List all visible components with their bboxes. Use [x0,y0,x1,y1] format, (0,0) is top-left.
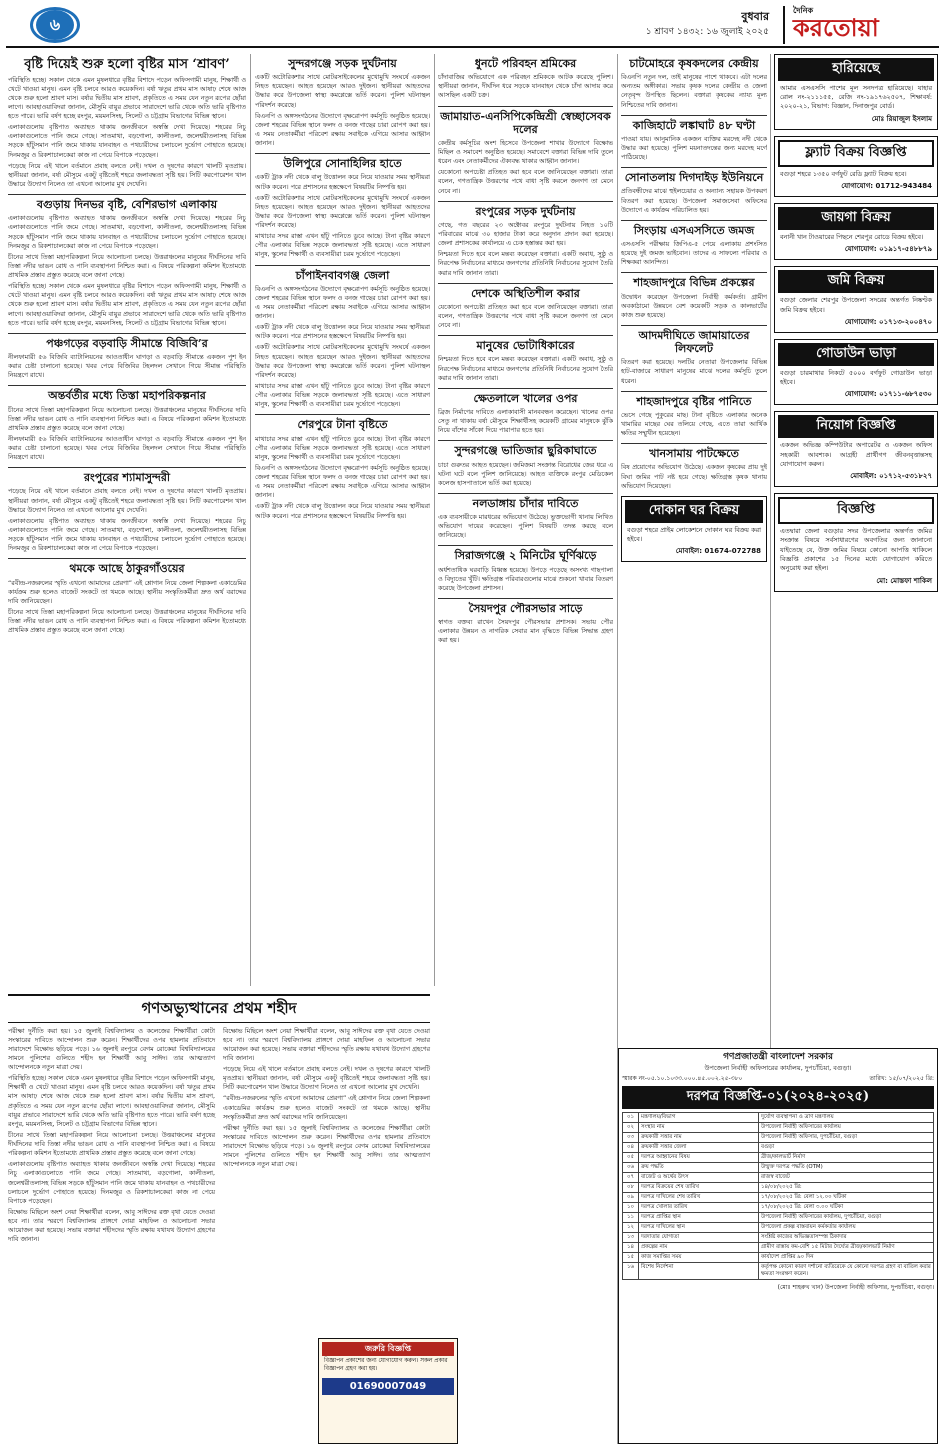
ad-body: এতদ্বারা জেলা বগুড়ার সদর উপজেলার অন্তর্গত জমির সংক্রান্ত বিষয়ে সর্বসাধারণের অবগতির জন্য জানানো যাইতেছে যে, উক্ত জমির বিষয়ে কোনো আপত্তি থাকিলে বিজ্ঞপ্তি প্রকাশের ১৫ দিনের মধ্যে যোগাযোগ করিতে অনুরোধ করা হইল। [780,527,932,573]
row-label: দরপত্র বিক্রয়ের শেষ তারিখ [639,1182,759,1192]
article-body: পড়েছে নিয়ে এই খালে বর্তমানে প্রবাহ বলতে নেই। দখল ও দূষণের কারণে খালটি মৃতপ্রায়। স্থানীয়রা জানান, বর্ষা মৌসুমে একটু বৃষ্টিতেই শহরে জলাবদ্ধতা সৃষ্টি হয়। সিটি করপোরেশন খাল উদ্ধারে উদ্যোগ নিলেও তা এখনো আলোর মুখ দেখেনি। [223,1066,430,1092]
divider [438,493,613,494]
promo-ad-phone: 01690007049 [322,1378,454,1395]
article-body: একটি অটোরিকশার সাথে মোটরসাইকেলের মুখোমুখি সংঘর্ষে একজন নিহত হয়েছেন। আহত হয়েছেন আরও দুইজন। স্থানীয়রা আহতদের উদ্ধার করে উপজেলা স্বাস্থ্য কমপ্লেক্সে ভর্তি করেন। পুলিশ ঘটনাস্থল পরিদর্শন করেছে। [255,344,430,379]
row-number: ০৫ [623,1152,639,1162]
article[interactable] [621,276,767,320]
article[interactable] [255,157,430,259]
ad-title: জায়গা বিক্রয় [778,207,934,230]
row-value: উপজেলা নির্বাহী অফিসারের কার্যালয়, দুপচাঁচিয়া, বগুড়া [759,1212,934,1222]
divider [438,201,613,202]
article[interactable] [438,602,613,646]
divider [438,283,613,284]
banner-columns [8,1027,430,1250]
column-1 [8,54,246,984]
memo-date: তারিখ: ১৫/০৭/২০২৫ খ্রি: [869,1075,934,1083]
article-body: বিষ প্রয়োগের অভিযোগ উঠেছে। একজন কৃষকের প্রায় দুই বিঘা জমির পাট নষ্ট হয়ে গেছে। ক্ষতিগ্রস্ত কৃষক থানায় অভিযোগ দিয়েছেন। [621,464,767,490]
row-number: ১২ [623,1222,639,1232]
divider [621,220,767,221]
article[interactable] [621,329,767,386]
article-body: যেকোনো অপচেষ্টা প্রতিহত করা হবে বলে জানিয়েছেন বক্তারা। তারা বলেন, গণতান্ত্রিক উত্তরণের পথে বাধা সৃষ্টি করলে জনগণ তা মেনে নেবে না। [438,169,613,195]
article[interactable] [8,198,246,328]
article[interactable] [438,57,613,101]
divider [438,335,613,336]
article-body: একটি ট্রাক নদী থেকে বালু উত্তোলন করে নিয়ে যাওয়ার সময় স্থানীয়রা আটক করেন। পরে প্রশাসনের হস্তক্ষেপে বিষয়টির নিষ্পত্তি হয়। [255,174,430,191]
headline: চাটমোহরে কৃষকদলের কেন্দ্রীয় [629,57,759,70]
article[interactable] [8,337,246,381]
divider [438,440,613,441]
table-row [623,1142,934,1152]
memo-number: স্মারক নং-০৫.১০.১০৩৩.০০০.৪৫.০০২.২৫-৩৮০ [622,1075,743,1083]
notice-memo [622,1075,934,1083]
article-body: যেকোনো অপচেষ্টা প্রতিহত করা হবে বলে জানিয়েছেন বক্তারা। তারা বলেন, গণতান্ত্রিক উত্তরণের পথে বাধা সৃষ্টি করলে জনগণ তা মেনে নেবে না। [438,303,613,330]
article-body: পরীক্ষা দুর্নীতি করা হয়। ১৫ জুলাই বিশ্ববিদ্যালয় ও কলেজের শিক্ষার্থীরা কোটা সংস্কারের দাবিতে আন্দোলন শুরু করেন। শিক্ষার্থীদের ওপর হামলার প্রতিবাদে সারাদেশে বিক্ষোভ ছড়িয়ে পড়ে। ১৬ জুলাই রংপুরে বেগম রোকেয়া বিশ্ববিদ্যালয়ের সামনে পুলিশের গুলিতে শহীদ হন শিক্ষার্থী আবু সাঈদ। তার আত্মত্যাগ আন্দোলনকে নতুন মাত্রা দেয়। [8,1027,215,1071]
classified-ad-godown[interactable] [774,339,938,406]
column-2 [255,54,430,932]
article[interactable] [255,269,430,410]
bottom-section [8,992,613,1444]
headline: অন্তর্বর্তীর মধ্যে তিস্তা মহাপরিকল্পনার [48,389,206,403]
article-body: পড়েছে নিয়ে এই খালে বর্তমানে প্রবাহ বলতে নেই। দখল ও দূষণের কারণে খালটি মৃতপ্রায়। স্থানীয়রা জানান, বর্ষা মৌসুমে একটু বৃষ্টিতেই শহরে জলাবদ্ধতা সৃষ্টি হয়। সিটি করপোরেশন খাল উদ্ধারে উদ্যোগ নিলেও তা এখনো আলোর মুখ দেখেনি। [8,488,246,514]
ad-title: জমি বিক্রয় [778,270,934,293]
row-number: ০৩ [623,1132,639,1142]
headline: রংপুরের শ্যামাসুন্দরী [83,471,171,485]
row-value: বগুড়া [759,1142,934,1152]
article[interactable] [8,471,246,553]
article-body: নীলফামারী ৫৬ বিজিবি ব্যাটালিয়নের আওতাধীন ঘাগড়া ও বড়বাড়ি সীমান্তে একজন পুশ ইন করার চেষ্টা চালানো হয়েছে। খবর পেয়ে বিজিবির টহলদল সেখানে গিয়ে সীমান্ত পরিস্থিতি নিয়ন্ত্রণে রাখে। [8,353,246,380]
article-body: নিশ্চয়তা দিতে হবে বলে মন্তব্য করেছেন বক্তারা। একটি অবাধ, সুষ্ঠু ও নিরপেক্ষ নির্বাচনের মাধ্যমে জনগণের প্রতিনিধি নির্বাচনের সুযোগ তৈরি করার দাবি জানান তারা। [438,356,613,382]
article-body: বিক্ষোভ মিছিলে অংশ নেয়া শিক্ষার্থীরা বলেন, আবু সাঈদের রক্ত বৃথা যেতে দেওয়া হবে না। তার স্মরণে বিশ্ববিদ্যালয় প্রাঙ্গণে দোয়া মাহফিল ও আলোচনা সভার আয়োজন করা হয়েছে। সভায় বক্তারা শহীদদের স্মৃতি রক্ষায় যথাযথ উদ্যোগ গ্রহণের দাবি জানান। [8,1208,215,1244]
article-body: উদ্বোধন করেছেন উপজেলা নির্বাহী কর্মকর্তা। গ্রামীণ অবকাঠামো উন্নয়নে বেশ কয়েকটি সড়ক ও কালভার্টের কাজ শুরু হয়েছে। [621,293,767,319]
column-divider [770,54,771,1048]
row-value: সংশ্লিষ্ট কাজের অভিজ্ঞতাসম্পন্ন ঠিকাদার [759,1233,934,1243]
classified-ad-lost[interactable] [774,54,938,130]
article[interactable] [621,119,767,163]
ad-title: নিয়োগ বিজ্ঞপ্তি [778,415,934,438]
table-row [623,1152,934,1162]
table-row [623,1172,934,1182]
row-number: ১৬ [623,1263,639,1280]
headline: আদমদীঘিতে জামায়াতের লিফলেট [638,328,750,356]
article-body: চীনের সাথে তিস্তা মহাপরিকল্পনা নিয়ে আলোচনা চলছে। উত্তরাঞ্চলের মানুষের দীর্ঘদিনের দাবি তিস্তা নদীর ভাঙন রোধ ও পানি ব্যবস্থাপনা নিশ্চিত করা। এ বিষয়ে পরিকল্পনা কমিশন ইতোমধ্যে প্রাথমিক প্রস্তাব প্রস্তুত করেছে বলে জানা গেছে। [8,406,246,432]
divider [438,545,613,546]
ad-contact: যোগাযোগ: ০১৯১৭-৫৪৮৮৭৯ [844,245,932,254]
table-row [623,1243,934,1253]
logo-small-text: দৈনিক [793,6,814,15]
headline: ধুনটে পরিবহন শ্রমিকের [474,57,577,70]
headline: সিরাজগঞ্জে ২ মিনিটের ঘূর্ণিঝড়ে [454,549,597,563]
classified-ad-land-sale[interactable] [774,266,938,333]
newspaper-logo[interactable] [783,6,933,44]
article[interactable] [621,57,767,110]
headline: নলডাঙ্গায় চাঁদার দাবিতে [472,496,579,510]
article-body: মাথাচার সদর রাস্তা এখন হাঁটু পানিতে ডুবে আছে। টানা বৃষ্টির কারণে পৌর এলাকার বিভিন্ন সড়কে জলাবদ্ধতা সৃষ্টি হয়েছে। এতে সাধারণ মানুষ, স্কুলের শিক্ষার্থী ও ব্যবসায়ীরা চরম দুর্ভোগে পড়েছেন। [255,435,430,461]
divider [8,194,246,195]
row-label: মন্ত্রণালয়/বিভাগ [639,1112,759,1122]
article-body: এসএসসি পরীক্ষায় জিপিএ-৫ পেয়ে এলাকায় প্রশংসিত হয়েছে দুই জমজ ভাইবোন। তাদের এ সাফল্যে পরিবার ও শিক্ষকরা আনন্দিত। [621,241,767,267]
tender-table [622,1112,934,1280]
article-body: এলাকাগুলোয় বৃষ্টিপাত অব্যাহত থাকায় জনজীবনে অস্বস্তি দেখা দিয়েছে। শহরের নিচু এলাকাগুলোতে পানি জমে গেছে। সাতমাথা, বড়গোলা, কালীতলা, জলেশ্বরীতলাসহ বিভিন্ন সড়কে হাঁটুসমান পানি জমে থাকায় যানবাহন ও পথচারীদের চলাচলে দুর্ভোগ পোহাতে হয়েছে। দিনমজুর ও রিকশাচালকেরা কাজ না পেয়ে বিপাকে পড়েছেন। [8,517,246,553]
article-body: বিএনপি ও অঙ্গসংগঠনের উদ্যোগে বৃক্ষরোপণ কর্মসূচি অনুষ্ঠিত হয়েছে। জেলা শহরের বিভিন্ন স্থানে ফলদ ও বনজ গাছের চারা রোপণ করা হয়। এ সময় নেতাকর্মীরা পরিবেশ রক্ষায় সবাইকে এগিয়ে আসার আহ্বান জানান। [255,285,430,321]
table-row [623,1132,934,1142]
article-body: এক ব্যবসায়ীকে মারধরের অভিযোগ উঠেছে। ভুক্তভোগী থানায় লিখিত অভিযোগ দায়ের করেছেন। পুলিশ বিষয়টি তদন্ত করছে বলে জানিয়েছে। [438,514,613,540]
divider [255,265,430,266]
row-label: ক্রয়কারী সত্তার নাম [639,1132,759,1142]
row-label: দরপত্র দাখিলের স্থান [639,1222,759,1232]
headline: শাহজাদপুরে বিভিন্ন প্রকল্পের [633,276,755,290]
promo-ad-body: বিজ্ঞাপন প্রকাশের জন্য যোগাযোগ করুন। সকল প্রকার বিজ্ঞাপন গ্রহণ করা হয়। [324,1358,448,1373]
table-row [623,1233,934,1243]
notice-signature: (মোঃ শাহরুখ খান) উপজেলা নির্বাহী অফিসার, দুপচাঁচিয়া, বগুড়া। [777,1284,934,1292]
table-row [623,1192,934,1202]
row-value: দুর্যোগ ব্যবস্থাপনা ও ত্রাণ মন্ত্রণালয় [759,1112,934,1122]
ad-contact: মোবাইল: 01674-072788 [675,547,761,556]
article[interactable] [621,447,767,491]
row-value: গ্রামীণ রাস্তায় কম-বেশি ১৫ মিটার দৈর্ঘ্যের ব্রীজ/কালভার্ট নির্মাণ [759,1243,934,1253]
row-number: ১৫ [623,1253,639,1263]
row-number: ১৩ [623,1233,639,1243]
ad-title: বিজ্ঞপ্তি [778,497,934,524]
article-body: এলাকাগুলোয় বৃষ্টিপাত অব্যাহত থাকায় জনজীবনে অস্বস্তি দেখা দিয়েছে। শহরের নিচু এলাকাগুলোতে পানি জমে গেছে। সাতমাথা, বড়গোলা, কালীতলা, জলেশ্বরীতলাসহ বিভিন্ন সড়কে হাঁটুসমান পানি জমে থাকায় যানবাহন ও পথচারীদের চলাচলে দুর্ভোগ পোহাতে হয়েছে। দিনমজুর ও রিকশাচালকেরা কাজ না পেয়ে বিপাকে পড়েছেন। [8,124,246,159]
article-body: কেন্দ্রীয় কর্মসূচির অংশ হিসেবে উপজেলা শাখার উদ্যোগে বিক্ষোভ মিছিল ও সমাবেশ অনুষ্ঠিত হয়েছে। সমাবেশে বক্তারা বিভিন্ন দাবি তুলে ধরেন এবং নেতাকর্মীদের ঐক্যবদ্ধ থাকার আহ্বান জানান। [438,139,613,166]
ad-contact: যোগাযোগ: ০১৭১১-৬৮৭৫৩০ [844,390,932,399]
article-body: এলাকাগুলোয় বৃষ্টিপাত অব্যাহত থাকায় জনজীবনে অস্বস্তি দেখা দিয়েছে। শহরের নিচু এলাকাগুলোতে পানি জমে গেছে। সাতমাথা, বড়গোলা, কালীতলা, জলেশ্বরীতলাসহ বিভিন্ন সড়কে হাঁটুসমান পানি জমে থাকায় যানবাহন ও পথচারীদের চলাচলে দুর্ভোগ পোহাতে হয়েছে। দিনমজুর ও রিকশাচালকেরা কাজ না পেয়ে বিপাকে পড়েছেন। [8,215,246,250]
headline: থমকে আছে ঠাকুরগাঁওয়ের [69,562,185,576]
article-body: একটি ট্রাক নদী থেকে বালু উত্তোলন করে নিয়ে যাওয়ার সময় স্থানীয়রা আটক করেন। পরে প্রশাসনের হস্তক্ষেপে বিষয়টির নিষ্পত্তি হয়। [255,503,430,520]
article-body: বিতরণ করা হয়েছে। দলটির নেতারা উপজেলার বিভিন্ন হাট-বাজারে সাধারণ মানুষের মাঝে দলের কর্মসূচি তুলে ধরেন। [621,359,767,385]
table-row [623,1122,934,1132]
ad-body: বগুড়া জেলার শেরপুর উপজেলা সদরের অন্তর্গত নিষ্কণ্টক জমি বিক্রয় হইবে। [780,296,932,314]
ad-contact: মোবাইল: ০১৭১২-৫৩১৮২৭ [850,472,932,481]
classified-ad-land[interactable] [774,203,938,260]
article-body: পরিস্থিতি হচ্ছে। সকাল থেকে এমন মুষলধারে বৃষ্টির বিশাদে পড়েন অফিসগামী মানুষ, শিক্ষার্থী ও খেটে খাওয়া মানুষ। এমন বৃষ্টি চলবে আরও কয়েকদিন। বর্ষা ঋতুর প্রথম মাস আষাঢ় শেষে আজ থেকে শুরু হলো শ্রাবণ মাস। বর্ষার দ্বিতীয় মাস শ্রাবণ, প্রকৃতিতে এ সময় যেন নতুন রূপের ছোঁয়া লাগে। আবহাওয়াবিদরা জানান, মৌসুমি বায়ুর প্রভাবে সারাদেশে ভারি থেকে অতি ভারি বৃষ্টিপাত হতে পারে। ভারি বর্ষণ হচ্ছে রংপুর, ময়মনসিংহ, সিলেট ও চট্টগ্রাম বিভাগের বিভিন্ন স্থানে। [8,1075,215,1128]
divider [8,333,246,334]
article-body: পড়েছে নিয়ে এই খালে বর্তমানে প্রবাহ বলতে নেই। দখল ও দূষণের কারণে খালটি মৃতপ্রায়। স্থানীয়রা জানান, বর্ষা মৌসুমে একটু বৃষ্টিতেই শহরে জলাবদ্ধতা সৃষ্টি হয়। সিটি করপোরেশন খাল উদ্ধারে উদ্যোগ নিলেও তা এখনো আলোর মুখ দেখেনি। [8,162,246,188]
article-body: একটি অটোরিকশার সাথে মোটরসাইকেলের মুখোমুখি সংঘর্ষে একজন নিহত হয়েছেন। আহত হয়েছেন আরও দুইজন। স্থানীয়রা আহতদের উদ্ধার করে উপজেলা স্বাস্থ্য কমপ্লেক্সে ভর্তি করেন। পুলিশ ঘটনাস্থল পরিদর্শন করেছে। [255,74,430,109]
article-body: একটি ট্রাক নদী থেকে বালু উত্তোলন করে নিয়ে যাওয়ার সময় স্থানীয়রা আটক করেন। পরে প্রশাসনের হস্তক্ষেপে বিষয়টির নিষ্পত্তি হয়। [255,324,430,341]
table-row [623,1202,934,1212]
classifieds-column [774,54,938,1044]
row-number: ০৬ [623,1162,639,1172]
article[interactable] [438,497,613,541]
divider [8,467,246,468]
article-body: চীনের সাথে তিস্তা মহাপরিকল্পনা নিয়ে আলোচনা চলছে। উত্তরাঞ্চলের মানুষের দীর্ঘদিনের দাবি তিস্তা নদীর ভাঙন রোধ ও পানি ব্যবস্থাপনা নিশ্চিত করা। এ বিষয়ে পরিকল্পনা কমিশন ইতোমধ্যে প্রাথমিক প্রস্তাব প্রস্তুত করেছে বলে জানা গেছে। [8,1131,215,1158]
headline: জামায়াত-এনসিপিকেন্দ্রিশ্রী স্বেচ্ছাসেবক দলের [440,109,611,136]
headline: খানসামায় পাটক্ষেতে [649,447,739,461]
divider [8,385,246,386]
article-body: বিএনপি ও অঙ্গসংগঠনের উদ্যোগে বৃক্ষরোপণ কর্মসূচি অনুষ্ঠিত হয়েছে। জেলা শহরের বিভিন্ন স্থানে ফলদ ও বনজ গাছের চারা রোপণ করা হয়। এ সময় নেতাকর্মীরা পরিবেশ রক্ষায় সবাইকে এগিয়ে আসার আহ্বান জানান। [255,112,430,148]
logo-title: করতোয়া [793,13,879,43]
row-label: সংস্থার নাম [639,1122,759,1132]
classified-ad[interactable] [621,496,767,563]
row-label: ক্রয় পদ্ধতি [639,1162,759,1172]
ad-body: বগুড়া শহরে প্রাইম লোকেশনে দোকান ঘর বিক্রয় করা হইবে। [627,525,761,543]
table-row [623,1112,934,1122]
row-label: দরপত্র আহ্বানের বিষয় [639,1152,759,1162]
table-row [623,1253,934,1263]
headline: শেরপুরে টানা বৃষ্টিতে [297,418,388,432]
divider [621,391,767,392]
article-body: গেছে, গত বছরের ২৩ অক্টোবর রংপুরে দুর্ঘটনায় নিহত ১০টি পরিবারের মাঝে ৩০ হাজার টাকা করে অনুদান প্রদান করা হয়েছে। জেলা প্রশাসকের কার্যালয়ে এ চেক হস্তান্তর করা হয়। [438,221,613,248]
divider [8,558,246,559]
article-body: “রবীন্দ্র-নজরুলের স্মৃতি এখনো আমাদের প্রেরণা” এই শ্লোগান নিয়ে জেলা শিল্পকলা একাডেমির কার্যক্রম শুরু হলেও বাজেট সংকটে তা থমকে আছে। স্থানীয় সংস্কৃতিকর্মীরা দ্রুত অর্থ বরাদ্দের দাবি জানিয়েছেন। [8,579,246,605]
row-number: ১১ [623,1212,639,1222]
article-body: পরীক্ষা দুর্নীতি করা হয়। ১৫ জুলাই বিশ্ববিদ্যালয় ও কলেজের শিক্ষার্থীরা কোটা সংস্কারের দাবিতে আন্দোলন শুরু করেন। শিক্ষার্থীদের ওপর হামলার প্রতিবাদে সারাদেশে বিক্ষোভ ছড়িয়ে পড়ে। ১৬ জুলাই রংপুরে বেগম রোকেয়া বিশ্ববিদ্যালয়ের সামনে পুলিশের গুলিতে শহীদ হন শিক্ষার্থী আবু সাঈদ। তার আত্মত্যাগ আন্দোলনকে নতুন মাত্রা দেয়। [223,1124,430,1169]
article[interactable] [223,1027,430,1245]
row-label: দরপত্র দাখিলের শেষ তারিখ [639,1192,759,1202]
article[interactable] [438,287,613,331]
headline: সোনাতলায় দিগদাইড় ইউনিয়নে [624,171,764,185]
headline: মানুষের ভোটাধিকারের [476,339,575,353]
article-body: পরিস্থিতি হচ্ছে। সকাল থেকে এমন মুষলধারে বৃষ্টির বিশাদে পড়েন অফিসগামী মানুষ, শিক্ষার্থী ও খেটে খাওয়া মানুষ। এমন বৃষ্টি চলবে আরও কয়েকদিন। বর্ষা ঋতুর প্রথম মাস আষাঢ় শেষে আজ থেকে শুরু হলো শ্রাবণ মাস। বর্ষার দ্বিতীয় মাস শ্রাবণ, প্রকৃতিতে এ সময় যেন নতুন রূপের ছোঁয়া লাগে। আবহাওয়াবিদরা জানান, মৌসুমি বায়ুর প্রভাবে সারাদেশে ভারি থেকে অতি ভারি বৃষ্টিপাত হতে পারে। ভারি বর্ষণ হচ্ছে রংপুর, ময়মনসিংহ, সিলেট ও চট্টগ্রাম বিভাগের বিভিন্ন স্থানে। [8,283,246,327]
ad-body: বনানী খান টাওয়ারের পিছনে শেরপুর রোডে বিক্রয় হইবে। [780,232,924,241]
row-value: ১৭/০৮/২০২৫ খ্রি: বেলা ৩.০০ ঘটিকা [759,1202,934,1212]
promo-ad-title: জরুরি বিজ্ঞপ্তি [322,1342,454,1356]
row-number: ০৮ [623,1182,639,1192]
row-value: ব্রীজ/কালভার্ট নির্মাণ [759,1152,934,1162]
promo-ad[interactable] [318,1338,458,1444]
divider [438,388,613,389]
row-value: কার্যাদেশ প্রাপ্তির ৯০ দিন [759,1253,934,1263]
row-number: ০১ [623,1112,639,1122]
row-label: বিশেষ নির্দেশনা [639,1263,759,1280]
article-body: স্বাগত বক্তব্য রাখেন সৈয়দপুর পৌরসভার প্রশাসক। সভায় পৌর এলাকার উন্নয়ন ও নাগরিক সেবার মান বৃদ্ধিতে বিভিন্ন সিদ্ধান্ত গ্রহণ করা হয়। [438,619,613,645]
article-body: প্রতিবন্ধীদের মাঝে হুইলচেয়ার ও অন্যান্য সহায়ক উপকরণ বিতরণ করা হয়েছে। উপজেলা সমাজসেবা অফিসের উদ্যোগে এ কার্যক্রম পরিচালিত হয়। [621,188,767,214]
ad-title: ফ্ল্যাট বিক্রয় বিজ্ঞপ্তি [778,140,934,167]
article-body: বিক্ষোভ মিছিলে অংশ নেয়া শিক্ষার্থীরা বলেন, আবু সাঈদের রক্ত বৃথা যেতে দেওয়া হবে না। তার স্মরণে বিশ্ববিদ্যালয় প্রাঙ্গণে দোয়া মাহফিল ও আলোচনা সভার আয়োজন করা হয়েছে। সভায় বক্তারা শহীদদের স্মৃতি রক্ষায় যথাযথ উদ্যোগ গ্রহণের দাবি জানান। [223,1027,430,1062]
row-number: ০৪ [623,1142,639,1152]
article-body: চীনের সাথে তিস্তা মহাপরিকল্পনা নিয়ে আলোচনা চলছে। উত্তরাঞ্চলের মানুষের দীর্ঘদিনের দাবি তিস্তা নদীর ভাঙন রোধ ও পানি ব্যবস্থাপনা নিশ্চিত করা। এ বিষয়ে পরিকল্পনা কমিশন ইতোমধ্যে প্রাথমিক প্রস্তাব প্রস্তুত করেছে বলে জানা গেছে। [8,253,246,280]
headline: রংপুরের সড়ক দুর্ঘটনায় [475,204,576,218]
article[interactable] [438,392,613,436]
article-body: অর্ধশতাধিক ঘরবাড়ি বিধ্বস্ত হয়েছে। উপড়ে পড়েছে অসংখ্য গাছপালা ও বিদ্যুতের খুঁটি। ক্ষতিগ্রস্ত পরিবারগুলোর মাঝে শুকনো খাবার বিতরণ করেছে উপজেলা প্রশাসন। [438,566,613,592]
classified-ad-flat[interactable] [774,136,938,197]
page-number: ৬ [36,10,74,40]
table-row [623,1182,934,1192]
divider [621,167,767,168]
article-body: ভেসে গেছে পুকুরের মাছ। টানা বৃষ্টিতে এলাকার অনেক খামারির মাছের ঘের তলিয়ে গেছে, এতে তারা আর্থিক ক্ষতির সম্মুখীন হয়েছেন। [621,411,767,438]
tender-notice[interactable] [618,1048,938,1444]
ad-contact: যোগাযোগ: ০১৭১৩-২০০৪৭০ [844,317,932,326]
row-label: ক্রয়কারী সত্তার জেলা [639,1142,759,1152]
divider [255,153,430,154]
row-label: দরদাতার যোগ্যতা [639,1233,759,1243]
headline: শাহজাদপুরে বৃষ্টির পানিতে [636,394,752,408]
article[interactable] [438,444,613,488]
row-value: উন্মুক্ত দরপত্র পদ্ধতি (OTM) [759,1162,934,1172]
ad-body: বগুড়া শহরে ১৩৫০ বর্গফুট রেডি ফ্ল্যাট বিক্রয় হবে। [780,169,907,178]
ad-contact: যোগাযোগ: 01712-943484 [841,182,932,190]
article-body: “রবীন্দ্র-নজরুলের স্মৃতি এখনো আমাদের প্রেরণা” এই শ্লোগান নিয়ে জেলা শিল্পকলা একাডেমির কার্যক্রম শুরু হলেও বাজেট সংকটে তা থমকে আছে। স্থানীয় সংস্কৃতিকর্মীরা দ্রুত অর্থ বরাদ্দের দাবি জানিয়েছেন। [223,1095,430,1121]
classified-ad-recruitment[interactable] [774,411,938,487]
headline: সুন্দরগঞ্জে ভাতিজার ছুরিকাঘাতে [454,444,597,458]
notice-office: উপজেলা নির্বাহী অফিসারের কার্যালয়, দুপচাঁচিয়া, বগুড়া। [704,1063,852,1072]
divider [438,106,613,107]
article-body: পরিস্থিতি হচ্ছে। সকাল থেকে এমন মুষলধারে বৃষ্টির বিশাদে পড়েন অফিসগামী মানুষ, শিক্ষার্থী ও খেটে খাওয়া মানুষ। এমন বৃষ্টি চলবে আরও কয়েকদিন। বর্ষা ঋতুর প্রথম মাস আষাঢ় শেষে আজ থেকে শুরু হলো শ্রাবণ মাস। বর্ষার দ্বিতীয় মাস শ্রাবণ, প্রকৃতিতে এ সময় যেন নতুন রূপের ছোঁয়া লাগে। আবহাওয়াবিদরা জানান, মৌসুমি বায়ুর প্রভাবে সারাদেশে ভারি থেকে অতি ভারি বৃষ্টিপাত হতে পারে। ভারি বর্ষণ হচ্ছে রংপুর, ময়মনসিংহ, সিলেট ও চট্টগ্রাম বিভাগের বিভিন্ন স্থানে। [8,76,246,121]
row-value: রাজস্ব বাজেট [759,1172,934,1182]
article-body: বিএনপি ও অঙ্গসংগঠনের উদ্যোগে বৃক্ষরোপণ কর্মসূচি অনুষ্ঠিত হয়েছে। জেলা শহরের বিভিন্ন স্থানে ফলদ ও বনজ গাছের চারা রোপণ করা হয়। এ সময় নেতাকর্মীরা পরিবেশ রক্ষায় সবাইকে এগিয়ে আসার আহ্বান জানান। [255,464,430,500]
article[interactable] [255,418,430,520]
headline: বগুড়ায় দিনভর বৃষ্টি, বেশিরভাগ এলাকায় [36,198,218,212]
ad-body: একজন অভিজ্ঞ কম্পিউটার অপারেটর ও একজন অফিস সহকারী আবশ্যক। আগ্রহী প্রার্থীগণ জীবনবৃত্তান্তসহ যোগাযোগ করুন। [780,441,932,468]
article-body: মাথাচার সদর রাস্তা এখন হাঁটু পানিতে ডুবে আছে। টানা বৃষ্টির কারণে পৌর এলাকার বিভিন্ন সড়কে জলাবদ্ধতা সৃষ্টি হয়েছে। এতে সাধারণ মানুষ, স্কুলের শিক্ষার্থী ও ব্যবসায়ীরা চরম দুর্ভোগে পড়েছেন। [255,233,430,259]
divider [621,115,767,116]
headline: সুন্দরগঞ্জে সড়ক দুর্ঘটনায় [288,57,397,70]
headline: সৈয়দপুর পৌরসভার সাড়ে [468,602,583,615]
headline: বৃষ্টি দিয়েই শুরু হলো বৃষ্টির মাস ‘শ্রাবণ’ [24,57,230,72]
divider [621,443,767,444]
headline: উলিপুরে সোনাহিলির হাতে [283,157,402,171]
masthead [6,4,939,48]
table-row [623,1263,934,1280]
row-label: দরপত্র প্রাপ্তির স্থান [639,1212,759,1222]
article-body: এলাকাগুলোয় বৃষ্টিপাত অব্যাহত থাকায় জনজীবনে অস্বস্তি দেখা দিয়েছে। শহরের নিচু এলাকাগুলোতে পানি জমে গেছে। সাতমাথা, বড়গোলা, কালীতলা, জলেশ্বরীতলাসহ বিভিন্ন সড়কে হাঁটুসমান পানি জমে থাকায় যানবাহন ও পথচারীদের চলাচলে দুর্ভোগ পোহাতে হয়েছে। দিনমজুর ও রিকশাচালকেরা কাজ না পেয়ে বিপাকে পড়েছেন। [8,1161,215,1205]
row-value: ১৪/০৮/২০২৫ খ্রি: [759,1182,934,1192]
article[interactable] [8,389,246,462]
article[interactable] [621,224,767,268]
article[interactable] [8,562,246,635]
ad-body: বগুড়া চারমাথার নিকটে ৫০০০ বর্গফুট গোডাউন ভাড়া হইবে। [780,368,932,387]
notice-title: দরপত্র বিজ্ঞপ্তি-০১(২০২৪-২০২৫) [622,1086,934,1109]
ad-contact: মো: মোস্তফা শাকিল [876,576,932,585]
table-row [623,1162,934,1172]
row-value: ১৭/০৮/২০২৫ খ্রি: বেলা ১২.০০ ঘটিকা [759,1192,934,1202]
article-body: নিশ্চয়তা দিতে হবে বলে মন্তব্য করেছেন বক্তারা। একটি অবাধ, সুষ্ঠু ও নিরপেক্ষ নির্বাচনের মাধ্যমে জনগণের প্রতিনিধি নির্বাচনের সুযোগ তৈরি করার দাবি জানান তারা। [438,251,613,277]
column-4 [621,54,767,1044]
row-label: কাজ সমাপ্তির সময় [639,1253,759,1263]
table-row [623,1212,934,1222]
row-number: ০২ [623,1122,639,1132]
row-number: ০৭ [623,1172,639,1182]
headline: কাজিহাটে লঙ্কাঘাট ৪৮ ঘণ্টা [632,118,756,132]
ad-body: আমার এসএসসি পাশের মূল সনদপত্র হারিয়েছে। যাহার রোল নং-২১১১৫৫, রেজি নং-১৯১৭৬২৫০৭, শিক্ষাবর্ষ: ২০২০-২১, বিভাগ: বিজ্ঞান, দিনাজপুর বোর্ড। [780,83,932,111]
table-row [623,1222,934,1232]
article-body: মাথাচার সদর রাস্তা এখন হাঁটু পানিতে ডুবে আছে। টানা বৃষ্টির কারণে পৌর এলাকার বিভিন্ন সড়কে জলাবদ্ধতা সৃষ্টি হয়েছে। এতে সাধারণ মানুষ, স্কুলের শিক্ষার্থী ও ব্যবসায়ীরা চরম দুর্ভোগে পড়েছেন। [255,382,430,409]
row-value: উপজেলা নির্বাহী অফিসার, দুপচাঁচিয়া, বগুড়া [759,1132,934,1142]
row-label: প্রকল্পের নাম [639,1243,759,1253]
row-number: ১০ [623,1202,639,1212]
article-body: বিএনপি নতুন দল, তাই মানুষের পাশে থাকবে। এটা দলের অন্যতম অঙ্গীকার। সভায় কৃষক দলের কেন্দ্রীয় ও জেলা নেতৃবৃন্দ উপস্থিত ছিলেন। বক্তারা কৃষকের ন্যায্য মূল্য নিশ্চিতের দাবি জানান। [621,74,767,109]
divider [255,414,430,415]
article-body: ব্রিজ নির্মাণের দাবিতে এলাকাবাসী মানববন্ধন করেছেন। খালের ওপর সেতু না থাকায় বর্ষা মৌসুমে শিক্ষার্থীসহ কয়েকটি গ্রামের মানুষকে ঝুঁকি নিয়ে বাঁশের সাঁকো দিয়ে পারাপার হতে হয়। [438,408,613,435]
ad-title: দোকান ঘর বিক্রয় [625,500,763,523]
issue-date: ১ শ্রাবণ ১৪৩২: ১৬ জুলাই ২০২৫ [645,27,769,38]
headline: ক্ষেতলালে খালের ওপর [473,391,578,405]
article[interactable] [8,1027,215,1245]
article-body: চাঁদাবাজির অভিযোগে এক পরিবহন শ্রমিককে আটক করেছে পুলিশ। স্থানীয়রা জানান, দীর্ঘদিন ধরে সড়কে যানবাহন থেকে চাঁদা আদায় করে আসছিল একটি চক্র। [438,74,613,100]
divider [438,598,613,599]
ad-title: হারিয়েছে [778,58,934,81]
column-divider [250,54,251,986]
article[interactable] [255,57,430,148]
column-divider [434,54,435,986]
row-label: দরপত্র খোলার তারিখ [639,1202,759,1212]
row-value: কর্তৃপক্ষ কোনো কারণ দর্শানো ব্যতিরেকে যে কোনো দরপত্র গ্রহণ বা বাতিল করার ক্ষমতা সংরক্ষণ করেন। [759,1263,934,1280]
headline: চাঁপাইনবাবগঞ্জ জেলা [295,268,390,282]
article[interactable] [438,110,613,196]
article-body: পাওয়া যায়। আনুমানিক একজন ব্যক্তির মরদেহ নদী থেকে উদ্ধার করা হয়েছে। পুলিশ ময়নাতদন্তের জন্য মরদেহ মর্গে পাঠিয়েছে। [621,135,767,162]
article-body: নীলফামারী ৫৬ বিজিবি ব্যাটালিয়নের আওতাধীন ঘাগড়া ও বড়বাড়ি সীমান্তে একজন পুশ ইন করার চেষ্টা চালানো হয়েছে। খবর পেয়ে বিজিবির টহলদল সেখানে গিয়ে সীমান্ত পরিস্থিতি নিয়ন্ত্রণে রাখে। [8,435,246,462]
article-body: চাচা গুরুতর আহত হয়েছেন। জমিজমা সংক্রান্ত বিরোধের জের ধরে এ ঘটনা ঘটে বলে পুলিশ জানিয়েছে। আহত ব্যক্তিকে রংপুর মেডিকেল কলেজ হাসপাতালে ভর্তি করা হয়েছে। [438,461,613,487]
headline: সিংড়ায় এসএসসিতে জমজ [633,223,755,237]
headline: পঞ্চগড়ের বড়বাড়ি সীমান্তে বিজিবি’র [46,336,208,350]
row-value: উপজেলা প্রকল্প বাস্তবায়ন কর্মকর্তার কার্যালয় [759,1222,934,1232]
ad-contact: মোঃ রিয়াজুল ইসলাম [871,114,932,123]
date-block [646,10,769,39]
classified-ad-notice[interactable] [774,493,938,591]
row-number: ০৯ [623,1192,639,1202]
divider [621,325,767,326]
headline: দেশকে অস্থিতিশীল করার [471,286,580,300]
notice-government: গণপ্রজাতন্ত্রী বাংলাদেশ সরকার [723,1052,833,1062]
article[interactable] [438,205,613,278]
article[interactable] [621,171,767,215]
article[interactable] [438,549,613,593]
row-number: ১৪ [623,1243,639,1253]
article-body: একটি অটোরিকশার সাথে মোটরসাইকেলের মুখোমুখি সংঘর্ষে একজন নিহত হয়েছেন। আহত হয়েছেন আরও দুইজন। স্থানীয়রা আহতদের উদ্ধার করে উপজেলা স্বাস্থ্য কমপ্লেক্সে ভর্তি করেন। পুলিশ ঘটনাস্থল পরিদর্শন করেছে। [255,194,430,229]
article[interactable] [621,395,767,439]
article-body: চীনের সাথে তিস্তা মহাপরিকল্পনা নিয়ে আলোচনা চলছে। উত্তরাঞ্চলের মানুষের দীর্ঘদিনের দাবি তিস্তা নদীর ভাঙন রোধ ও পানি ব্যবস্থাপনা নিশ্চিত করা। এ বিষয়ে পরিকল্পনা কমিশন ইতোমধ্যে প্রাথমিক প্রস্তাব প্রস্তুত করেছে বলে জানা গেছে। [8,608,246,635]
issue-day: বুধবার [741,10,769,23]
article[interactable] [438,339,613,383]
ad-title: গোডাউন ভাড়া [778,343,934,366]
row-value: উপজেলা নির্বাহী অফিসারের কার্যালয় [759,1122,934,1132]
article[interactable] [8,57,246,189]
banner-headline: গণঅভ্যুত্থানের প্রথম শহীদ [8,994,430,1023]
row-label: বাজেট ও অর্থের উৎস [639,1172,759,1182]
divider [621,272,767,273]
